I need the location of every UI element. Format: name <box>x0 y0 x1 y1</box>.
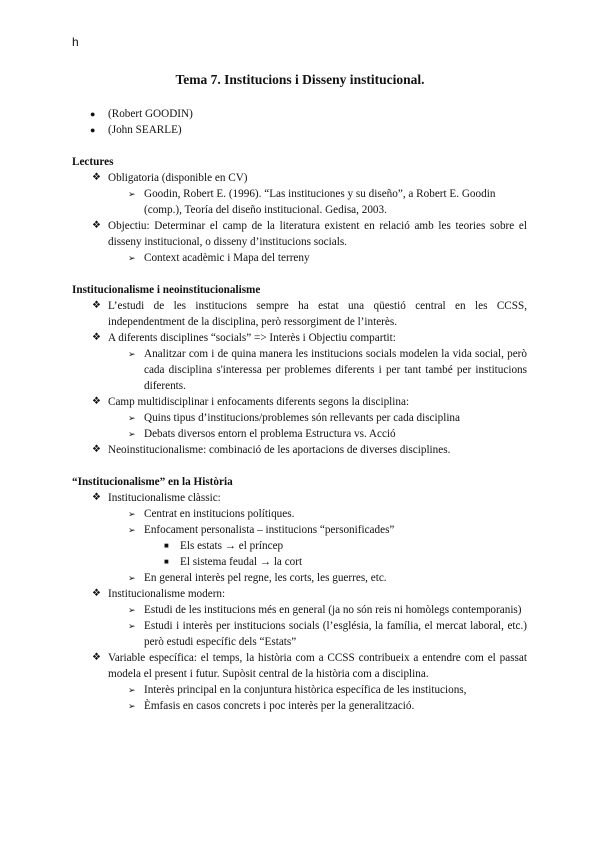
arrowhead-bullet-icon: ➢ <box>128 413 136 423</box>
list-item <box>108 682 527 698</box>
sub-list <box>72 250 527 266</box>
author-list <box>72 106 527 138</box>
section-historia <box>72 474 527 714</box>
section-heading: Lectures <box>72 156 114 168</box>
list-item <box>108 186 527 218</box>
list-item-text: Els estats → el príncep <box>180 540 284 552</box>
arrowhead-bullet-icon: ➢ <box>128 573 136 583</box>
list-item <box>108 618 527 650</box>
list-item-text: Camp multidisciplinar i enfocaments diferents segons la disciplina: <box>108 396 410 408</box>
sub-list <box>72 602 527 650</box>
list-item-text: Neoinstitucionalisme: combinació de les aportacions de diverses disciplines. <box>108 444 451 456</box>
diamond-bullet-icon: ❖ <box>92 652 101 663</box>
document-title: Tema 7. Institucions i Disseny institucional. <box>175 72 425 87</box>
diamond-bullet-icon: ❖ <box>92 172 101 183</box>
arrowhead-bullet-icon: ➢ <box>128 621 136 631</box>
document-body <box>72 106 527 714</box>
diamond-bullet-icon: ❖ <box>92 396 101 407</box>
list-item <box>72 650 527 714</box>
arrowhead-bullet-icon: ➢ <box>128 605 136 615</box>
arrowhead-bullet-icon: ➢ <box>128 349 136 359</box>
list-item <box>72 586 527 650</box>
arrowhead-bullet-icon: ➢ <box>128 525 136 535</box>
list-item-text: Interès principal en la conjuntura històrica específica de les institucions, <box>144 684 467 696</box>
list-item-text: Centrat en institucions polítiques. <box>144 508 295 520</box>
diamond-bullet-icon: ❖ <box>92 332 101 343</box>
arrowhead-bullet-icon: ➢ <box>128 189 136 199</box>
list-item-text: Quins tipus d’institucions/problemes són rellevants per cada disciplina <box>144 412 460 424</box>
arrowhead-bullet-icon: ➢ <box>128 253 136 263</box>
arrowhead-bullet-icon: ➢ <box>128 509 136 519</box>
arrowhead-bullet-icon: ➢ <box>128 429 136 439</box>
list-item-text: Èmfasis en casos concrets i poc interès per la generalització. <box>144 700 415 712</box>
list-item <box>108 522 527 570</box>
list-item-text: Analitzar com i de quina manera les institucions socials modelen la vida social, però cada disciplina s'interessa per problemes diferents i per tant també per institucions diferents. <box>144 348 527 392</box>
list-item-text: Estudi de les institucions més en general (ja no són reis ni homòlegs contemporanis) <box>144 604 522 616</box>
list-item <box>72 170 527 218</box>
list-item-text: Goodin, Robert E. (1996). “Las instituciones y su diseño”, a Robert E. Goodin (comp.), Teoría del diseño institucional. Gedisa, 2003. <box>144 188 496 216</box>
square-bullet-icon: ■ <box>164 557 169 566</box>
diamond-bullet-icon: ❖ <box>92 300 101 311</box>
list-item <box>72 490 527 586</box>
list-item <box>72 106 527 122</box>
list-item <box>72 442 527 458</box>
list-item <box>108 250 527 266</box>
page-corner-mark: h <box>72 35 79 49</box>
list-item <box>108 410 527 426</box>
list-item <box>72 122 527 138</box>
list-item <box>108 570 527 586</box>
list-item <box>108 602 527 618</box>
section-heading: Institucionalisme i neoinstitucionalisme <box>72 284 261 296</box>
list-item-text: Objectiu: Determinar el camp de la literatura existent en relació amb les teories sobre el disseny institucional, o disseny d’institucions socials. <box>108 220 527 248</box>
sub-list <box>72 186 527 218</box>
list-item <box>72 330 527 394</box>
list-item-text: Obligatoria (disponible en CV) <box>108 172 248 184</box>
author-name: (John SEARLE) <box>108 124 182 136</box>
list-item <box>72 218 527 266</box>
list-item-text: El sistema feudal → la cort <box>180 556 303 568</box>
list-item <box>108 426 527 442</box>
section-heading: “Institucionalisme” en la Història <box>72 476 233 488</box>
list-item-text: Institucionalisme clàssic: <box>108 492 221 504</box>
list-item-text: A diferents disciplines “socials” => Interès i Objectiu compartit: <box>108 332 396 344</box>
list-item <box>72 298 527 330</box>
sub-list <box>72 346 527 394</box>
bullet-list <box>72 170 527 266</box>
sub-list <box>72 682 527 714</box>
diamond-bullet-icon: ❖ <box>92 492 101 503</box>
sub-sub-list <box>144 538 527 570</box>
arrowhead-bullet-icon: ➢ <box>128 701 136 711</box>
list-item <box>108 346 527 394</box>
list-item-text: En general interès pel regne, les corts, les guerres, etc. <box>144 572 387 584</box>
sub-list <box>72 506 527 586</box>
list-item-text: Institucionalisme modern: <box>108 588 226 600</box>
list-item-text: L’estudi de les institucions sempre ha estat una qüestió central en les CCSS, independentment de la disciplina, però ressorgiment de l’interès. <box>108 300 527 328</box>
section-lectures <box>72 154 527 266</box>
sub-list <box>72 410 527 442</box>
author-name: (Robert GOODIN) <box>108 108 193 120</box>
arrowhead-bullet-icon: ➢ <box>128 685 136 695</box>
list-item <box>108 698 527 714</box>
square-bullet-icon: ■ <box>164 541 169 550</box>
list-item <box>72 394 527 442</box>
list-item-text: Context acadèmic i Mapa del terreny <box>144 252 310 264</box>
diamond-bullet-icon: ❖ <box>92 588 101 599</box>
diamond-bullet-icon: ❖ <box>92 444 101 455</box>
list-item-text: Variable específica: el temps, la història com a CCSS contribueix a entendre com el passat modela el present i futur. Supòsit central de la història com a disciplina. <box>108 652 527 680</box>
list-item-text: Debats diversos entorn el problema Estructura vs. Acció <box>144 428 396 440</box>
list-item-text: Enfocament personalista – institucions “personificades” <box>144 524 395 536</box>
bullet-list <box>72 490 527 714</box>
section-institucionalisme <box>72 282 527 458</box>
list-item <box>108 506 527 522</box>
bullet-dot-icon: ● <box>90 109 96 119</box>
list-item <box>144 554 527 570</box>
bullet-list <box>72 298 527 458</box>
bullet-dot-icon: ● <box>90 125 96 135</box>
list-item-text: Estudi i interès per institucions socials (l’església, la família, el mercat laboral, etc.) però estudi específic dels “Estats” <box>144 620 527 648</box>
diamond-bullet-icon: ❖ <box>92 220 101 231</box>
list-item <box>144 538 527 554</box>
